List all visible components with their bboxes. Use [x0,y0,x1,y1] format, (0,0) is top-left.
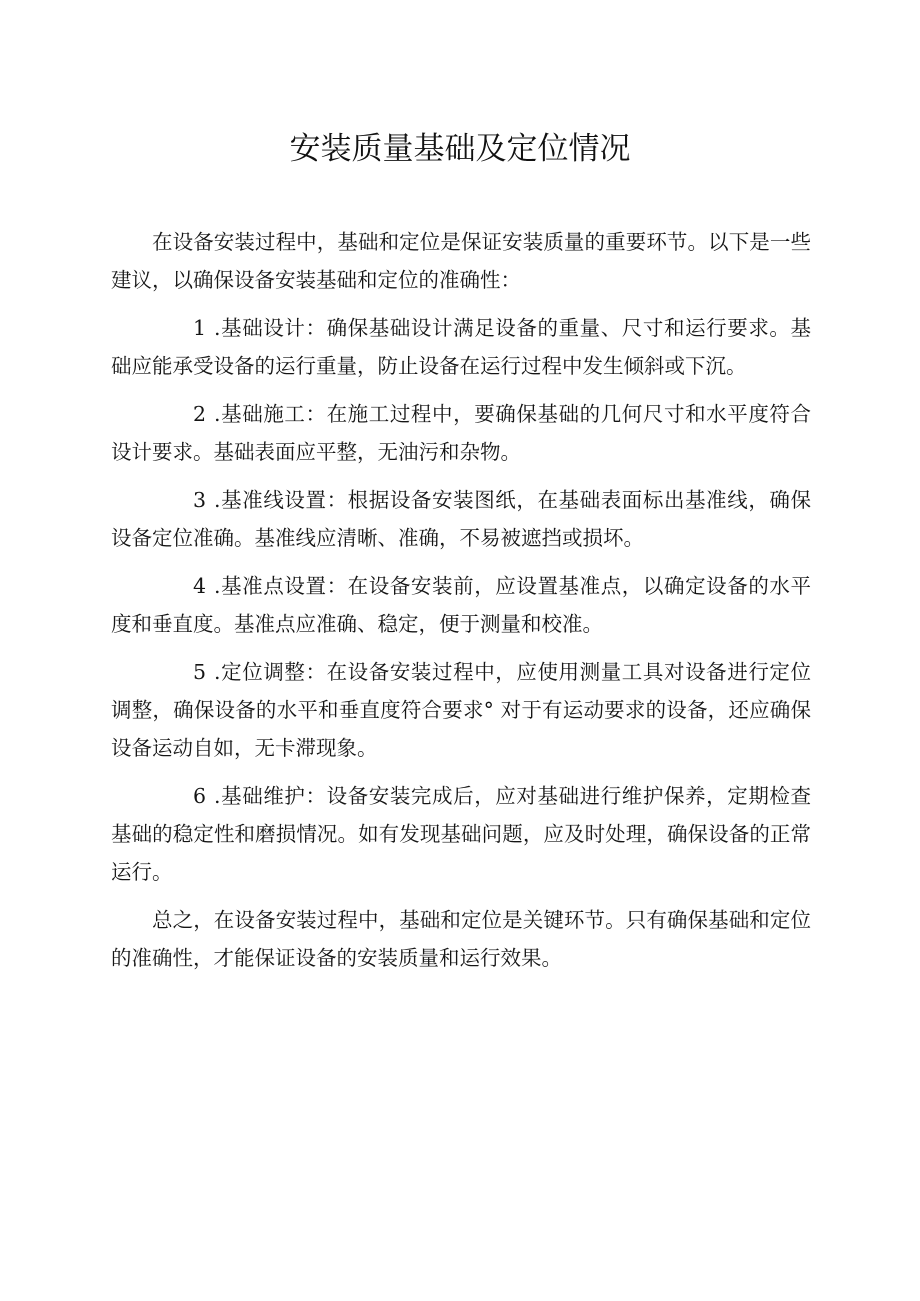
list-item-number: 6 [193,784,207,808]
list-item-text: .基础维护：设备安装完成后，应对基础进行维护保养，定期检查基础的稳定性和磨损情况。如有发现基础问题，应及时处理，确保设备的正常运行。 [111,784,811,884]
list-item-number: 5 [193,660,207,684]
list-item [111,567,811,643]
list-item [111,653,811,767]
conclusion-paragraph: 总之，在设备安装过程中，基础和定位是关键环节。只有确保基础和定位的准确性，才能保证设备的安装质量和运行效果。 [111,908,811,970]
document-body [111,223,811,987]
list-item [111,309,811,385]
list-item-text: .基础设计：确保基础设计满足设备的重量、尺寸和运行要求。基础应能承受设备的运行重量，防止设备在运行过程中发生倾斜或下沉。 [111,316,811,378]
list-item-text: .基准点设置：在设备安装前，应设置基准点，以确定设备的水平度和垂直度。基准点应准确、稳定，便于测量和校准。 [111,574,811,636]
list-item-text: .基准线设置：根据设备安装图纸，在基础表面标出基准线，确保设备定位准确。基准线应清晰、准确，不易被遮挡或损坏。 [111,488,811,550]
list-item-number: 4 [193,574,207,598]
list-item-number: 1 [193,316,207,340]
document-title: 安装质量基础及定位情况 [289,131,631,167]
list-item-text: .基础施工：在施工过程中，要确保基础的几何尺寸和水平度符合设计要求。基础表面应平整，无油污和杂物。 [111,402,811,464]
list-item [111,777,811,891]
list-item-text: .定位调整：在设备安装过程中，应使用测量工具对设备进行定位调整，确保设备的水平和垂直度符合要求° 对于有运动要求的设备，还应确保设备运动自如，无卡滞现象。 [111,660,811,760]
list-item [111,481,811,557]
intro-paragraph: 在设备安装过程中，基础和定位是保证安装质量的重要环节。以下是一些建议，以确保设备安装基础和定位的准确性： [111,230,811,292]
list-item [111,395,811,471]
list-item-number: 2 [193,402,207,426]
list-item-number: 3 [193,488,207,512]
